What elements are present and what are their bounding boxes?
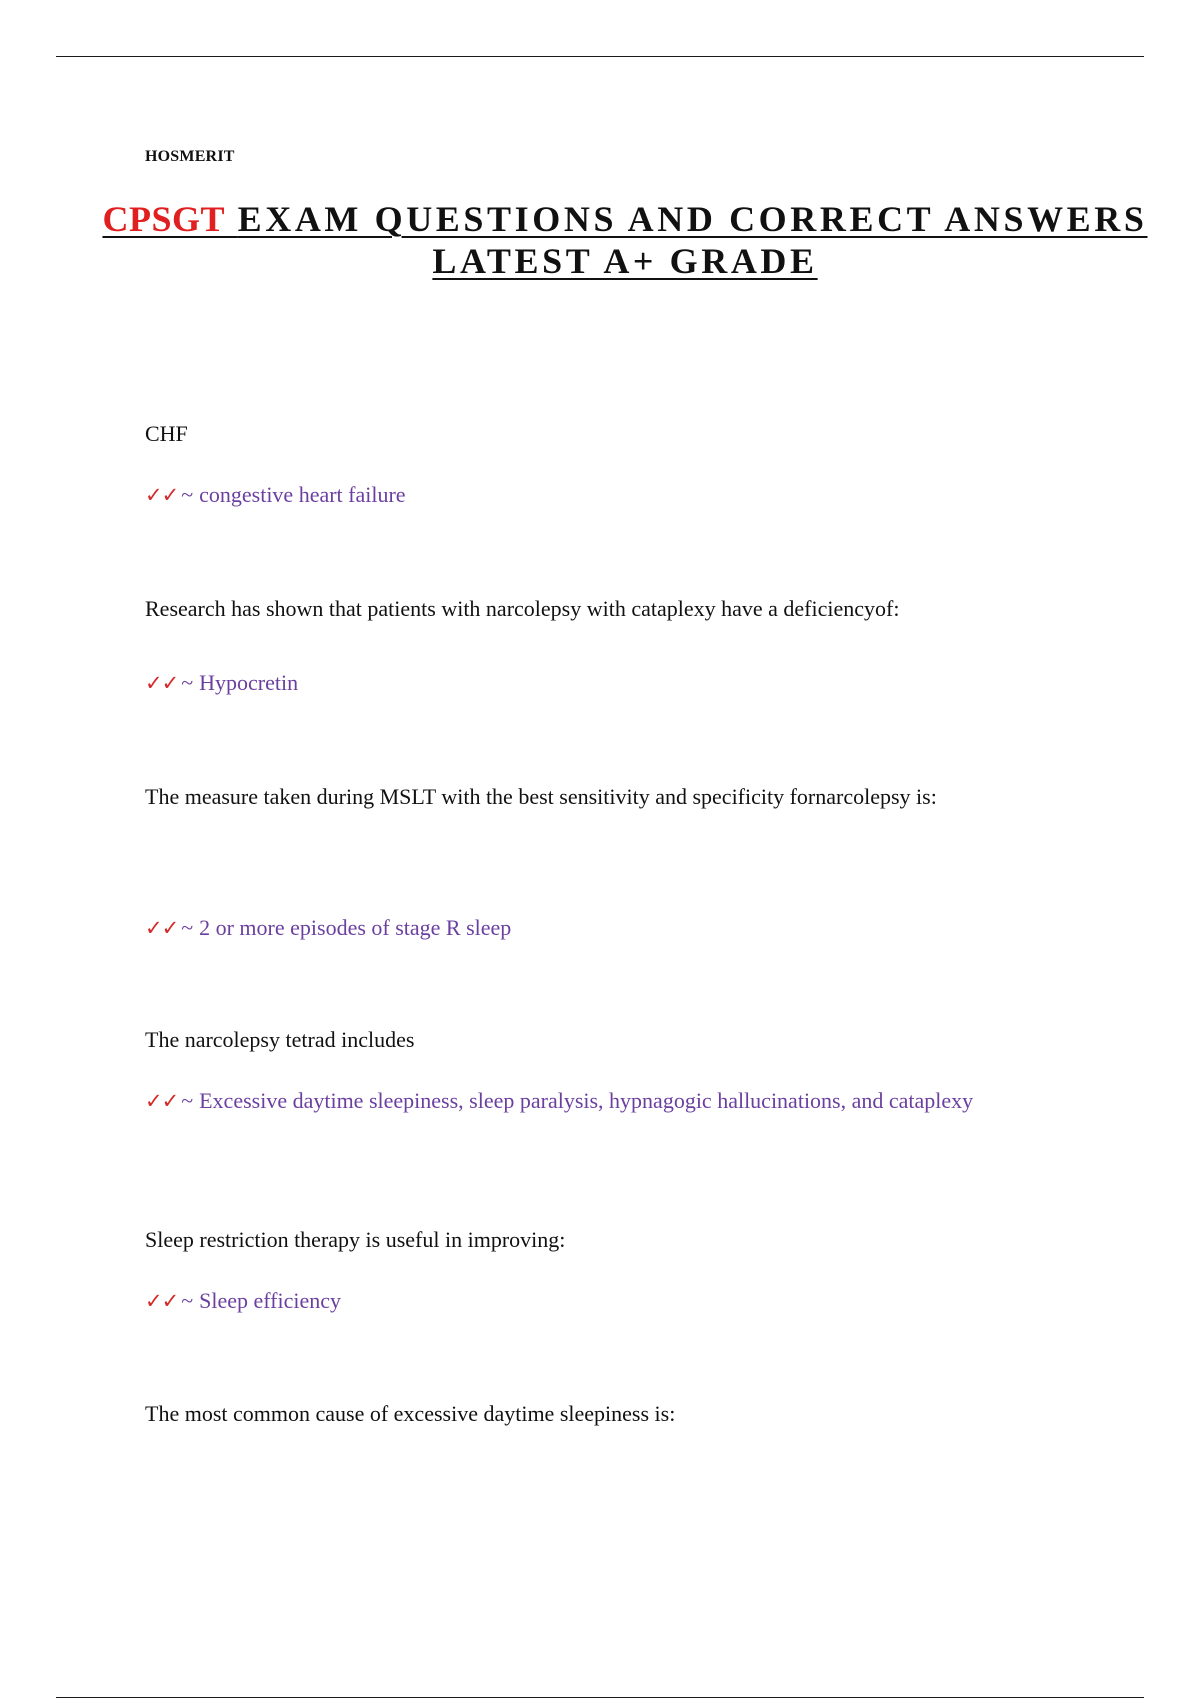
top-rule	[56, 56, 1144, 57]
question-4: The narcolepsy tetrad includes	[145, 1027, 415, 1052]
answer-text: Excessive daytime sleepiness, sleep paralysis, hypnagogic hallucinations, and cataplexy	[199, 1088, 974, 1113]
question-6: The most common cause of excessive daytime sleepiness is:	[145, 1401, 676, 1426]
double-check-icon: ✓✓	[145, 483, 179, 507]
answer-tilde: ~	[181, 915, 194, 940]
title-rest: EXAM QUESTIONS AND CORRECT ANSWERS LATEST A+ GRADE	[237, 199, 1148, 281]
question-1: CHF	[145, 421, 188, 446]
answer-text: 2 or more episodes of stage R sleep	[199, 915, 512, 940]
answer-2	[145, 669, 975, 697]
double-check-icon: ✓✓	[145, 916, 179, 940]
answer-tilde: ~	[181, 1088, 194, 1113]
answer-text: Sleep efficiency	[199, 1288, 342, 1313]
answer-1	[145, 481, 975, 509]
question-3: The measure taken during MSLT with the best sensitivity and specificity fornarcolepsy is:	[145, 784, 937, 809]
bottom-rule	[56, 1697, 1144, 1698]
answer-tilde: ~	[181, 670, 194, 695]
answer-4	[145, 1087, 975, 1115]
answer-3	[145, 914, 975, 942]
question-5: Sleep restriction therapy is useful in improving:	[145, 1227, 566, 1252]
answer-tilde: ~	[181, 482, 194, 507]
author-label: HOSMERIT	[145, 148, 235, 165]
title-brand: CPSGT	[102, 199, 225, 239]
answer-text: congestive heart failure	[199, 482, 406, 507]
answer-tilde: ~	[181, 1288, 194, 1313]
double-check-icon: ✓✓	[145, 1089, 179, 1113]
answer-5	[145, 1287, 975, 1315]
double-check-icon: ✓✓	[145, 671, 179, 695]
answer-text: Hypocretin	[199, 670, 299, 695]
double-check-icon: ✓✓	[145, 1289, 179, 1313]
question-2: Research has shown that patients with narcolepsy with cataplexy have a deficiencyof:	[145, 596, 900, 621]
document-title	[100, 198, 1150, 282]
